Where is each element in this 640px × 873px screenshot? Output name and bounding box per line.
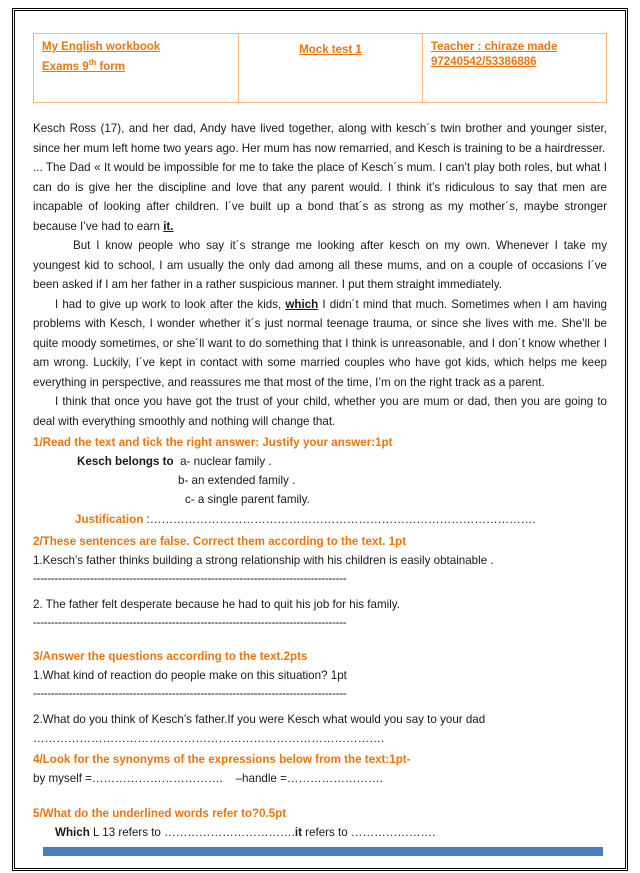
question-3-answer-blank-2[interactable]: ………………………………………………………………………………. — [33, 732, 385, 745]
passage-paragraph-1: Kesch Ross (17), and her dad, Andy have lived together, along with kesch´s twin brother and younger sister, since her mum left home two years ago. Her mum has now remarried, and Kesch is training to be a hairdresser. — [33, 122, 607, 155]
passage-paragraph-3: But I know people who say it´s strange me looking after kesch on my own. Whenever I take my youngest kid to school, I am usually the only dad among all these mums, and on a couple of occasions I´ve been asked if I am her father in a rather suspicious manner. I put them straight immediately. — [33, 239, 607, 291]
spacer — [33, 702, 607, 710]
justification-answer-blank[interactable]: :………………………………………………………………………………………. — [146, 513, 536, 526]
question-3-item-2: 2.What do you think of Kesch’s father.If you were Kesch what would you say to your dad — [33, 713, 486, 726]
question-5-heading: 5/What do the underlined words refer to?0.5pt — [33, 807, 287, 820]
underlined-word-which: which — [285, 297, 319, 311]
question-1-stem — [33, 452, 607, 471]
question-1-justification — [33, 509, 607, 530]
header-table — [33, 33, 607, 103]
justification-label: Justification — [75, 513, 144, 526]
question-5-blanks — [33, 823, 607, 842]
spacer — [33, 788, 607, 802]
spacer — [33, 631, 607, 645]
page-content — [15, 11, 625, 868]
question-2-heading: 2/These sentences are false. Correct them according to the text. 1pt — [33, 535, 407, 548]
teacher-name: Teacher : chiraze made — [431, 41, 558, 53]
question-1-option-b[interactable]: b- an extended family . — [178, 474, 296, 487]
passage-p4-text-b: I didn´t mind that much. Sometimes when I am having problems with Kesch, I wonder whether it´s just normal teenage trauma, or since she lives with me. She’ll be quite moody sometimes, or she´ll want to do something that I think is unreasonable, and I don´t know whether I am wrong. Luckily, I´ve kept in contact with some married couples who have got kids, which helps me keep everything in perspective, and reassures me that most of the time, I’m on the right track as a parent. — [33, 297, 607, 389]
question-5-word-which: Which — [55, 826, 90, 839]
question-1-stem-label: Kesch belongs to — [77, 455, 174, 468]
question-5-blank-it[interactable]: refers to …………………. — [301, 826, 436, 839]
underlined-word-it: it. — [163, 219, 174, 233]
header-cell-workbook — [34, 34, 239, 103]
page-border — [12, 8, 628, 871]
question-4-blanks — [33, 769, 607, 788]
spacer — [33, 587, 607, 595]
passage-paragraph-2 — [33, 158, 607, 236]
passage-paragraph-5: I think that once you have got the trust of your child, whether you are mum or dad, then you are going to deal with everything smoothly and nothing will change that. — [33, 395, 607, 428]
question-4-blank-handle[interactable]: –handle =……………………. — [235, 772, 383, 785]
teacher-phone: 97240542/53386886 — [431, 56, 537, 68]
workbook-level: Exams 9th form — [42, 58, 125, 73]
header-cell-teacher — [423, 34, 607, 103]
question-1-option-c[interactable]: c- a single parent family. — [185, 493, 310, 506]
test-title: Mock test 1 — [299, 44, 362, 56]
passage-paragraph-4 — [33, 295, 607, 393]
header-cell-test — [239, 34, 423, 103]
question-2-item-1: 1.Kesch’s father thinks building a strong relationship with his children is easily obtainable . — [33, 554, 494, 567]
question-2-item-2: 2. The father felt desperate because he had to quit his job for his family. — [33, 598, 400, 611]
question-3-item-1: 1.What kind of reaction do people make on this situation? 1pt — [33, 669, 347, 682]
footer-decorative-bar — [43, 847, 603, 856]
question-4-blank-by-myself[interactable]: by myself =……………………………. — [33, 772, 223, 785]
question-3-heading: 3/Answer the questions according to the text.2pts — [33, 650, 308, 663]
question-1-option-a[interactable]: a- nuclear family . — [180, 455, 272, 468]
passage-p4-text-a: I had to give up work to look after the kids, — [55, 297, 286, 311]
question-4-heading: 4/Look for the synonyms of the expressions below from the text:1pt- — [33, 753, 411, 766]
question-3-answer-blank-1[interactable]: ---------------------------------------------------------------------------------------- — [33, 687, 347, 700]
passage-p2-text: ... The Dad « It would be impossible for me to take the place of Kesch´s mum. I can’t play both roles, but what I can do is give her the discipline and love that any parent would. I think it’s ridiculous to say that men are incapable of looking after children. I´ve built up a bond that´s as strong as my mother´s, maybe stronger because I’ve had to earn — [33, 161, 607, 233]
question-2-answer-blank-2[interactable]: ---------------------------------------------------------------------------------------- — [33, 616, 347, 629]
workbook-title: My English workbook — [42, 41, 161, 53]
question-5-word-it: it — [294, 826, 302, 839]
question-5-blank-which[interactable]: L 13 refers to ……………………………. — [89, 826, 295, 839]
header-table-row — [34, 34, 607, 103]
question-1-heading: 1/Read the text and tick the right answer: Justify your answer:1pt — [33, 436, 393, 449]
question-2-answer-blank-1[interactable]: ---------------------------------------------------------------------------------------- — [33, 572, 347, 585]
